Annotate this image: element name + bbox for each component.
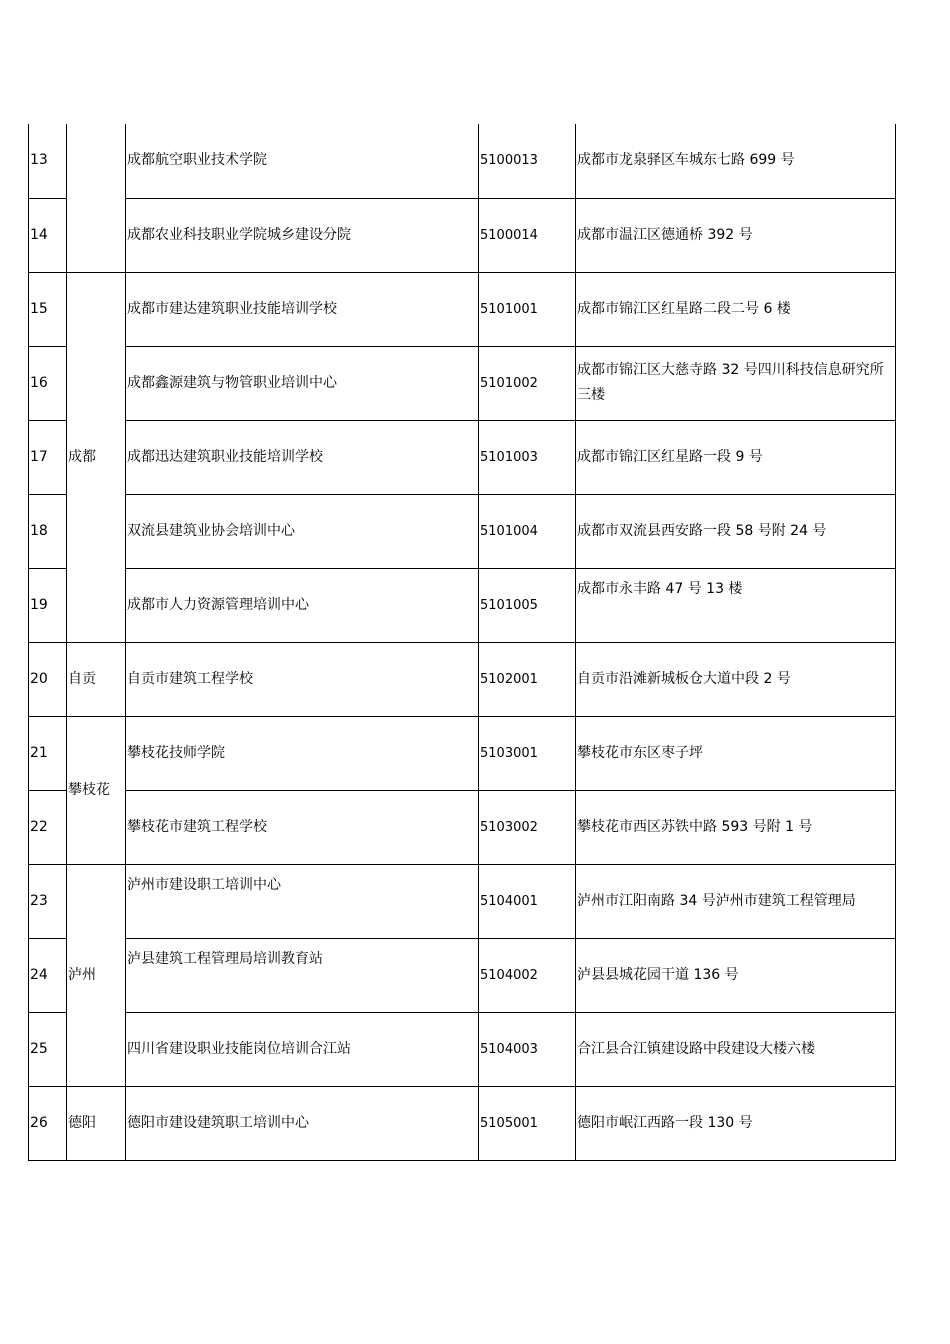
institution-name: 成都迅达建筑职业技能培训学校 [126,420,479,494]
institution-code: 5101005 [479,568,576,642]
institution-name: 攀枝花市建筑工程学校 [126,790,479,864]
institution-code: 5101001 [479,272,576,346]
institution-code: 5104003 [479,1012,576,1086]
institution-name: 成都农业科技职业学院城乡建设分院 [126,198,479,272]
table-row [29,272,896,346]
institution-code: 5101003 [479,420,576,494]
institution-code: 5100014 [479,198,576,272]
region-cell-luzhou: 泸州 [67,864,126,1086]
row-number: 24 [29,938,67,1012]
institution-address: 成都市锦江区红星路二段二号 6 楼 [576,272,896,346]
table-row [29,1012,896,1086]
institution-code: 5103001 [479,716,576,790]
institution-code: 5101004 [479,494,576,568]
row-number: 17 [29,420,67,494]
row-number: 16 [29,346,67,420]
institution-code: 5104002 [479,938,576,1012]
institution-address: 泸县县城花园干道 136 号 [576,938,896,1012]
institution-address: 合江县合江镇建设路中段建设大楼六楼 [576,1012,896,1086]
table-row [29,420,896,494]
institution-address: 成都市永丰路 47 号 13 楼 [576,568,896,642]
region-cell-panzhihua: 攀枝花 [67,716,126,864]
institution-code: 5101002 [479,346,576,420]
institution-name: 成都市人力资源管理培训中心 [126,568,479,642]
table-row [29,568,896,642]
row-number: 14 [29,198,67,272]
institution-name: 双流县建筑业协会培训中心 [126,494,479,568]
institution-address: 攀枝花市西区苏铁中路 593 号附 1 号 [576,790,896,864]
row-number: 19 [29,568,67,642]
row-number: 15 [29,272,67,346]
table-row [29,346,896,420]
table-row [29,642,896,716]
institution-name: 成都市建达建筑职业技能培训学校 [126,272,479,346]
row-number: 18 [29,494,67,568]
institution-name: 泸州市建设职工培训中心 [126,864,479,938]
table-row [29,938,896,1012]
institution-address: 成都市龙泉驿区车城东七路 699 号 [576,124,896,198]
institution-name: 攀枝花技师学院 [126,716,479,790]
institution-code: 5102001 [479,642,576,716]
institution-code: 5104001 [479,864,576,938]
institution-code: 5100013 [479,124,576,198]
row-number: 25 [29,1012,67,1086]
institution-address: 泸州市江阳南路 34 号泸州市建筑工程管理局 [576,864,896,938]
institution-name: 四川省建设职业技能岗位培训合江站 [126,1012,479,1086]
institution-table [28,124,896,1161]
institution-name: 成都鑫源建筑与物管职业培训中心 [126,346,479,420]
table-row [29,198,896,272]
table-row [29,864,896,938]
region-cell-chengdu: 成都 [67,272,126,642]
row-number: 13 [29,124,67,198]
institution-address: 攀枝花市东区枣子坪 [576,716,896,790]
institution-name: 成都航空职业技术学院 [126,124,479,198]
institution-code: 5103002 [479,790,576,864]
region-cell-deyang: 德阳 [67,1086,126,1160]
row-number: 23 [29,864,67,938]
institution-address: 自贡市沿滩新城板仓大道中段 2 号 [576,642,896,716]
institution-name: 泸县建筑工程管理局培训教育站 [126,938,479,1012]
table-row [29,1086,896,1160]
institution-address: 德阳市岷江西路一段 130 号 [576,1086,896,1160]
institution-address: 成都市锦江区大慈寺路 32 号四川科技信息研究所三楼 [576,346,896,420]
table-row [29,124,896,198]
row-number: 22 [29,790,67,864]
table-row [29,716,896,790]
institution-address: 成都市锦江区红星路一段 9 号 [576,420,896,494]
table-row [29,790,896,864]
row-number: 20 [29,642,67,716]
institution-name: 自贡市建筑工程学校 [126,642,479,716]
institution-name: 德阳市建设建筑职工培训中心 [126,1086,479,1160]
institution-address: 成都市温江区德通桥 392 号 [576,198,896,272]
institution-address: 成都市双流县西安路一段 58 号附 24 号 [576,494,896,568]
institution-code: 5105001 [479,1086,576,1160]
row-number: 21 [29,716,67,790]
region-cell-zigong: 自贡 [67,642,126,716]
table-row [29,494,896,568]
row-number: 26 [29,1086,67,1160]
region-cell-blank [67,124,126,272]
